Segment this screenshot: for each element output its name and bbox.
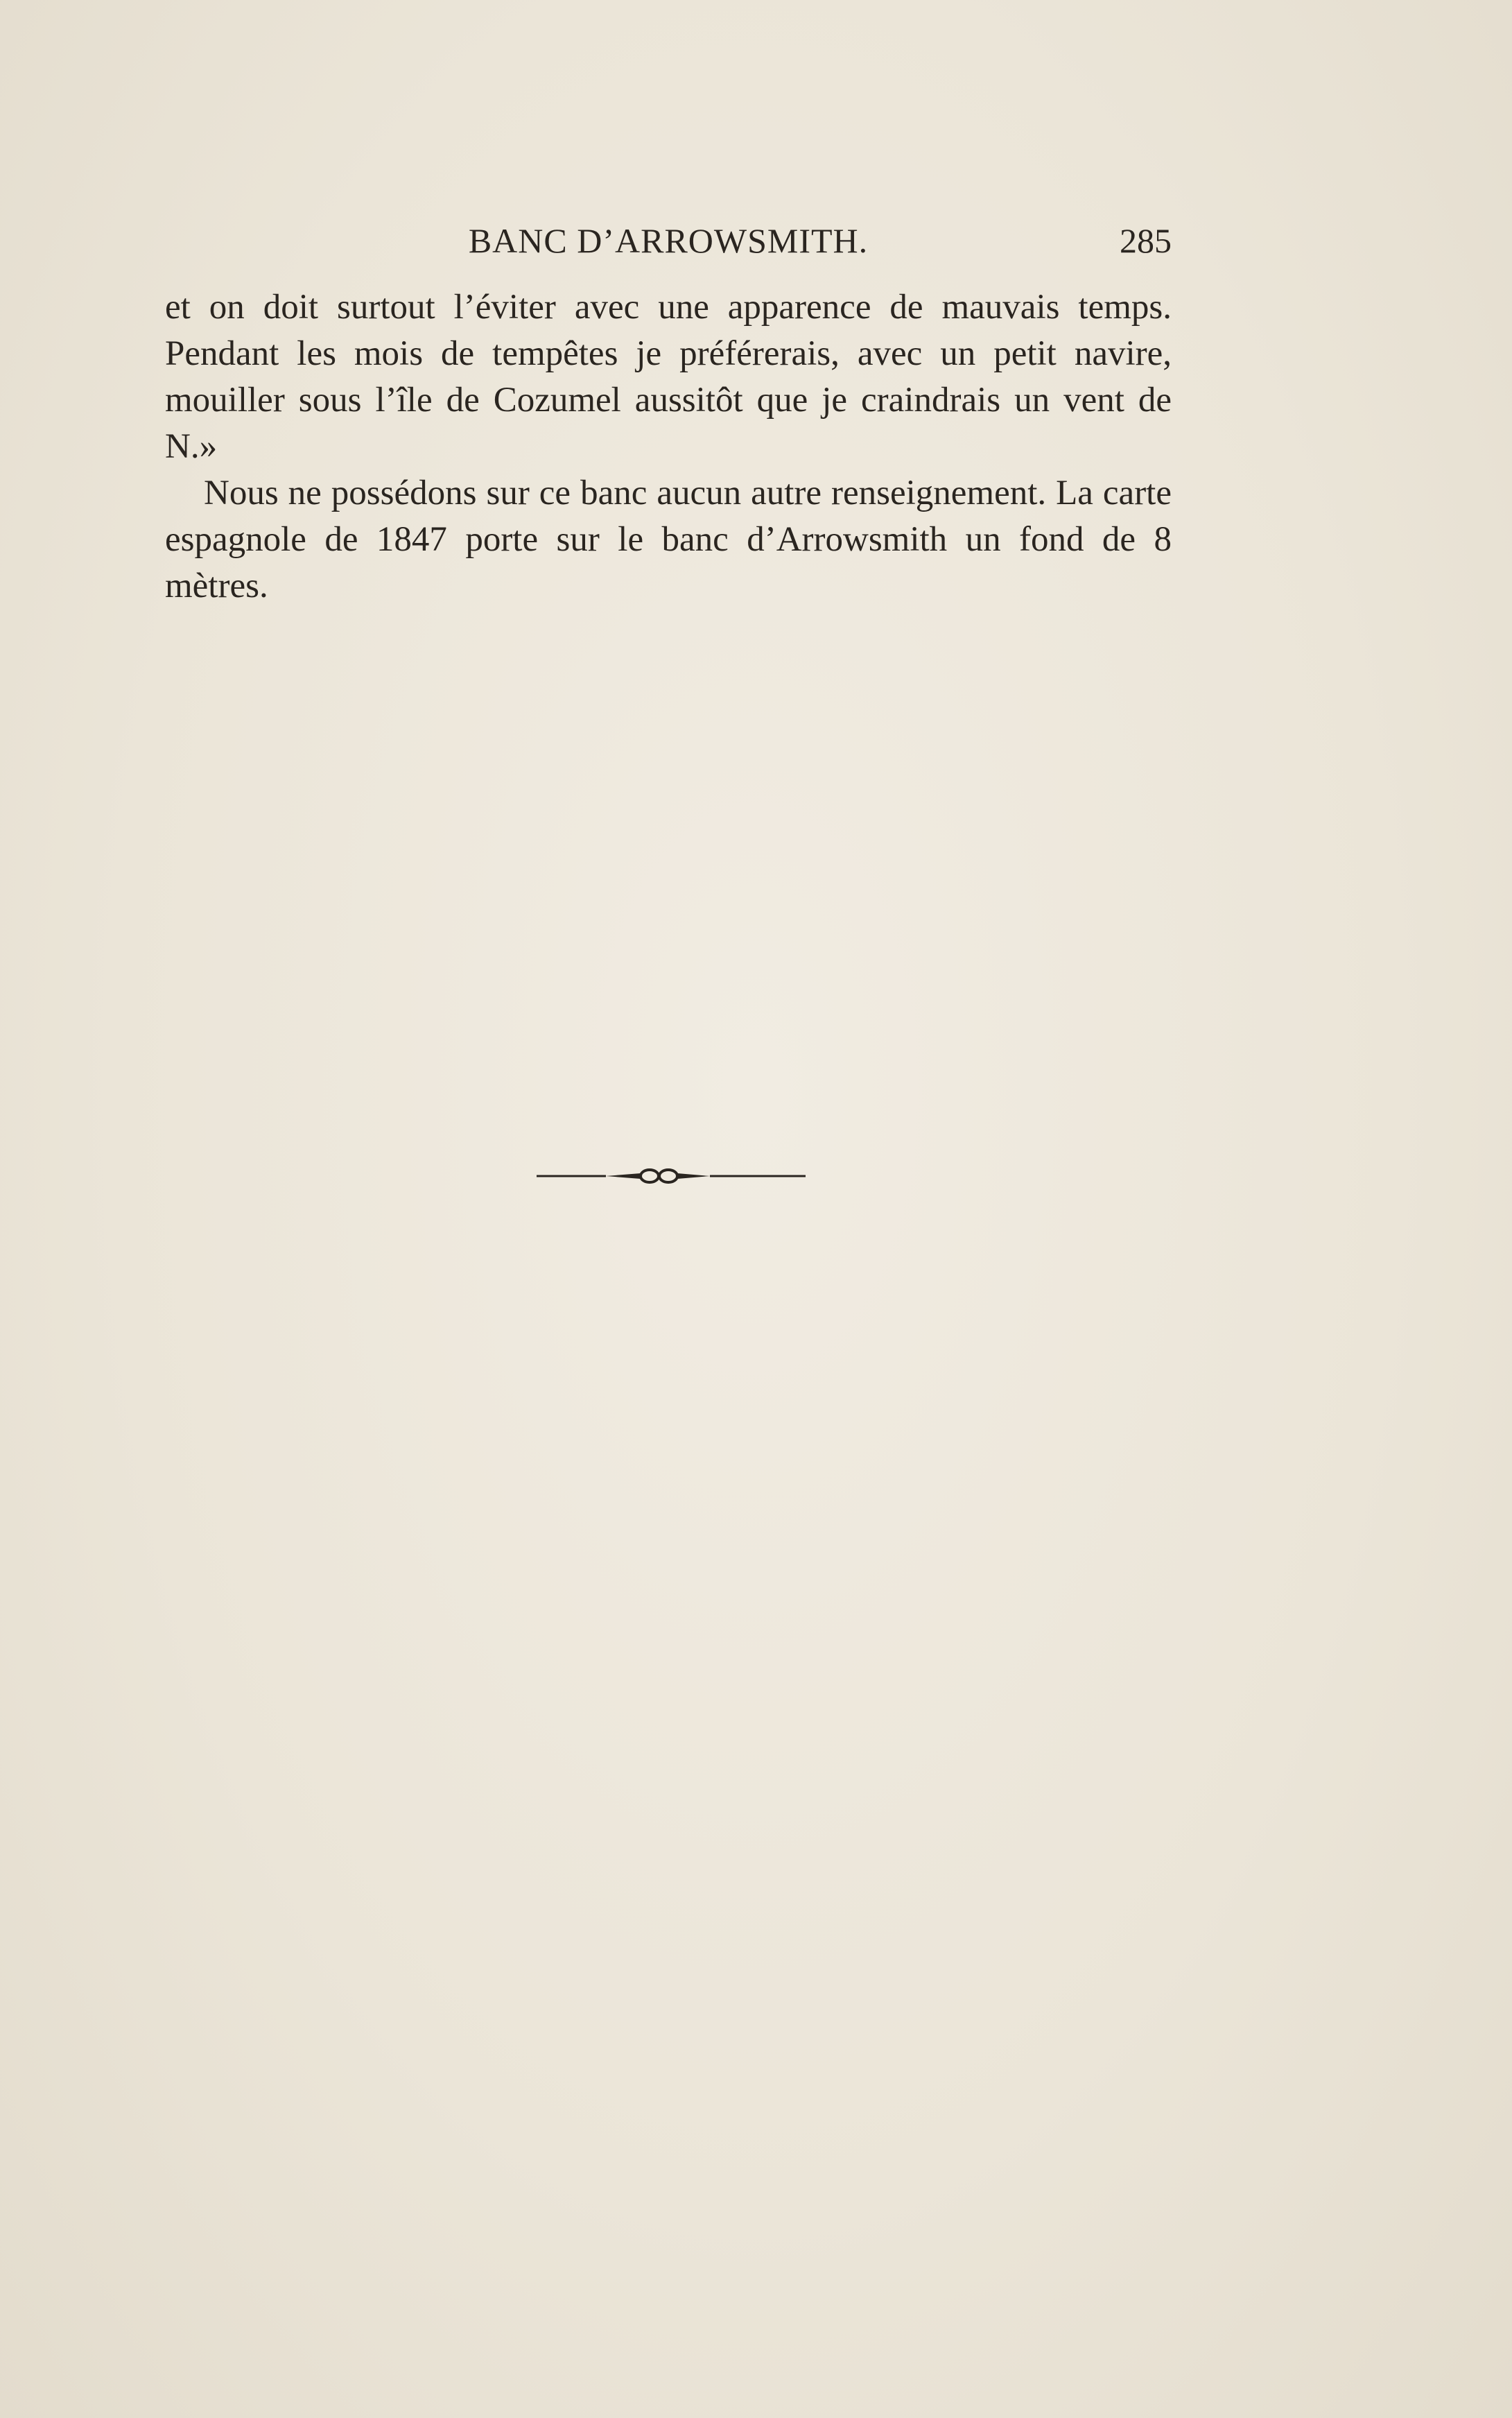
- page-number: 285: [1120, 221, 1172, 260]
- body-text: [165, 284, 1172, 610]
- running-head: [165, 216, 1172, 265]
- paragraph: Nous ne possédons sur ce banc aucun autre renseignement. La carte espagnole de 1847 porte sur le banc d’Arrowsmith un fond de 8 mètres.: [165, 474, 1172, 605]
- ornamental-rule-icon: [537, 1162, 806, 1190]
- running-title: BANC D’ARROWSMITH.: [468, 221, 869, 260]
- paragraph-continuation: et on doit surtout l’éviter avec une apparence de mauvais temps. Pendant les mois de tempêtes je préférerais, avec un petit navire, mouiller sous l’île de Cozumel aussitôt que je craindrais un vent de N.»: [165, 288, 1172, 466]
